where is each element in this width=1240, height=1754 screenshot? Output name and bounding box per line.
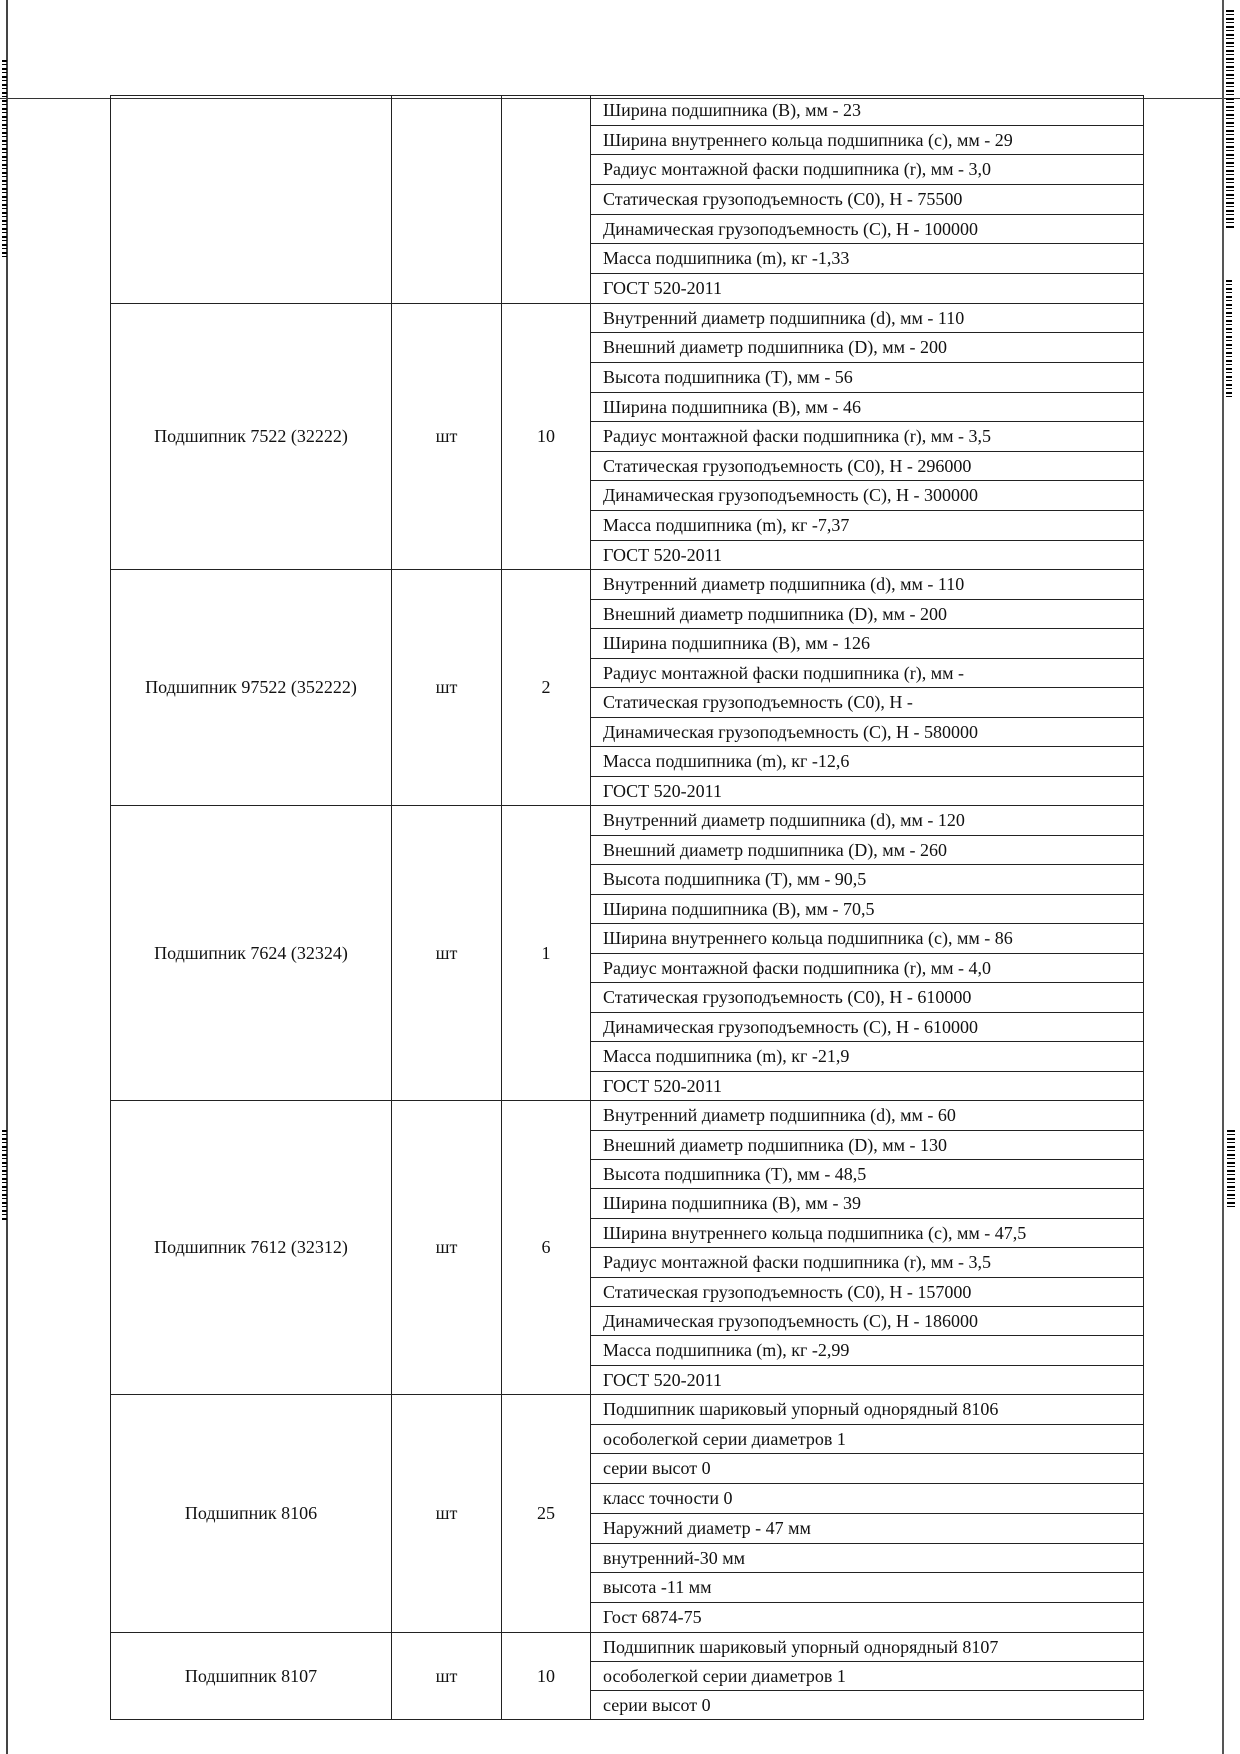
- characteristic-line: Внутренний диаметр подшипника (d), мм - 60: [591, 1101, 1143, 1130]
- characteristic-line: Ширина внутреннего кольца подшипника (с), мм - 29: [591, 126, 1143, 156]
- characteristic-line: Масса подшипника (m), кг -21,9: [591, 1042, 1143, 1072]
- characteristic-line: Высота подшипника (Т), мм - 56: [591, 363, 1143, 393]
- scan-artifact-strip: [1226, 280, 1232, 400]
- characteristic-line: Радиус монтажной фаски подшипника (r), мм - 3,5: [591, 422, 1143, 452]
- item-unit: шт: [392, 1632, 502, 1720]
- characteristic-line: серии высот 0: [603, 1695, 711, 1716]
- scan-artifact-strip: [1226, 10, 1234, 230]
- characteristic-line: Ширина подшипника (B), мм - 23: [591, 96, 1143, 126]
- item-characteristics: [591, 1632, 1144, 1720]
- characteristic-line: Наружний диаметр - 47 мм: [591, 1514, 1143, 1544]
- item-name: Подшипник 97522 (352222): [111, 570, 392, 806]
- characteristic-line: Ширина подшипника (B), мм - 46: [591, 393, 1143, 423]
- table-row: [111, 570, 1144, 806]
- characteristic-line: Внешний диаметр подшипника (D), мм - 200: [591, 333, 1143, 363]
- scan-artifact-strip: [1227, 1130, 1235, 1210]
- item-unit: шт: [392, 1101, 502, 1395]
- characteristic-line: ГОСТ 520-2011: [603, 1369, 723, 1390]
- item-unit: шт: [392, 1395, 502, 1633]
- characteristic-line: Ширина подшипника (B), мм - 126: [591, 629, 1143, 659]
- table-row: [111, 303, 1144, 569]
- item-characteristics: [591, 570, 1144, 806]
- characteristic-line: ГОСТ 520-2011: [603, 1075, 723, 1096]
- item-quantity: 10: [502, 303, 591, 569]
- characteristic-line: Динамическая грузоподъемность (C), Н - 580000: [591, 718, 1143, 748]
- characteristic-line: Внешний диаметр подшипника (D), мм - 200: [591, 600, 1143, 630]
- characteristic-line: Ширина подшипника (B), мм - 39: [591, 1189, 1143, 1218]
- characteristic-line: Динамическая грузоподъемность (C), Н - 100000: [591, 215, 1143, 245]
- characteristic-line: Динамическая грузоподъемность (C), Н - 186000: [591, 1307, 1143, 1336]
- characteristic-line: Статическая грузоподъемность (C0), Н - 75500: [591, 185, 1143, 215]
- characteristic-line: Внутренний диаметр подшипника (d), мм - 120: [591, 806, 1143, 836]
- item-name: [111, 96, 392, 304]
- table-row: [111, 1395, 1144, 1633]
- characteristic-line: Масса подшипника (m), кг -2,99: [591, 1336, 1143, 1365]
- characteristic-line: внутренний-30 мм: [591, 1544, 1143, 1574]
- item-quantity: 25: [502, 1395, 591, 1633]
- item-name: Подшипник 8106: [111, 1395, 392, 1633]
- item-characteristics: [591, 806, 1144, 1101]
- item-characteristics: [591, 1395, 1144, 1633]
- characteristic-line: Статическая грузоподъемность (C0), Н - 157000: [591, 1278, 1143, 1307]
- item-quantity: [502, 96, 591, 304]
- characteristic-line: Внутренний диаметр подшипника (d), мм - 110: [591, 304, 1143, 334]
- item-name: Подшипник 7612 (32312): [111, 1101, 392, 1395]
- characteristic-line: Масса подшипника (m), кг -7,37: [591, 511, 1143, 541]
- item-quantity: 6: [502, 1101, 591, 1395]
- scan-left-edge: [6, 0, 8, 1754]
- characteristic-line: Статическая грузоподъемность (C0), Н - 296000: [591, 452, 1143, 482]
- item-quantity: 2: [502, 570, 591, 806]
- characteristic-line: Статическая грузоподъемность (C0), Н -: [591, 688, 1143, 718]
- characteristic-line: Радиус монтажной фаски подшипника (r), мм -: [591, 659, 1143, 689]
- table-row: [111, 806, 1144, 1101]
- item-unit: шт: [392, 570, 502, 806]
- characteristic-line: Ширина внутреннего кольца подшипника (с), мм - 47,5: [591, 1219, 1143, 1248]
- characteristic-line: Подшипник шариковый упорный однорядный 8107: [591, 1633, 1143, 1662]
- characteristic-line: Статическая грузоподъемность (C0), Н - 610000: [591, 983, 1143, 1013]
- characteristic-line: особолегкой серии диаметров 1: [591, 1425, 1143, 1455]
- characteristic-line: Радиус монтажной фаски подшипника (r), мм - 3,5: [591, 1248, 1143, 1277]
- characteristic-line: особолегкой серии диаметров 1: [591, 1662, 1143, 1691]
- item-unit: [392, 96, 502, 304]
- characteristic-line: Масса подшипника (m), кг -12,6: [591, 747, 1143, 777]
- table-row: [111, 1632, 1144, 1720]
- characteristic-line: серии высот 0: [591, 1454, 1143, 1484]
- table-row: [111, 1101, 1144, 1395]
- scan-artifact-strip: [2, 60, 7, 260]
- item-name: Подшипник 8107: [111, 1632, 392, 1720]
- characteristic-line: Радиус монтажной фаски подшипника (r), мм - 4,0: [591, 954, 1143, 984]
- item-characteristics: [591, 1101, 1144, 1395]
- item-unit: шт: [392, 303, 502, 569]
- characteristic-line: Внешний диаметр подшипника (D), мм - 260: [591, 836, 1143, 866]
- characteristic-line: Масса подшипника (m), кг -1,33: [591, 244, 1143, 274]
- item-unit: шт: [392, 806, 502, 1101]
- table-row: [111, 96, 1144, 304]
- characteristic-line: Внутренний диаметр подшипника (d), мм - 110: [591, 570, 1143, 600]
- characteristic-line: класс точности 0: [591, 1484, 1143, 1514]
- characteristic-line: ГОСТ 520-2011: [603, 780, 723, 801]
- characteristic-line: Высота подшипника (Т), мм - 90,5: [591, 865, 1143, 895]
- characteristic-line: ГОСТ 520-2011: [603, 544, 723, 565]
- characteristic-line: Динамическая грузоподъемность (C), Н - 300000: [591, 481, 1143, 511]
- characteristic-line: высота -11 мм: [591, 1573, 1143, 1603]
- bearing-spec-table: [110, 95, 1144, 1720]
- characteristic-line: Гост 6874-75: [603, 1606, 702, 1627]
- characteristic-line: Высота подшипника (Т), мм - 48,5: [591, 1160, 1143, 1189]
- characteristic-line: ГОСТ 520-2011: [603, 278, 723, 299]
- item-name: Подшипник 7624 (32324): [111, 806, 392, 1101]
- item-quantity: 1: [502, 806, 591, 1101]
- characteristic-line: Подшипник шариковый упорный однорядный 8106: [591, 1395, 1143, 1425]
- scan-right-edge: [1222, 0, 1224, 1754]
- characteristic-line: Ширина подшипника (B), мм - 70,5: [591, 895, 1143, 925]
- scan-artifact-strip: [2, 1130, 7, 1220]
- characteristic-line: Внешний диаметр подшипника (D), мм - 130: [591, 1131, 1143, 1160]
- item-characteristics: [591, 303, 1144, 569]
- item-quantity: 10: [502, 1632, 591, 1720]
- characteristic-line: Радиус монтажной фаски подшипника (r), мм - 3,0: [591, 155, 1143, 185]
- characteristic-line: Ширина внутреннего кольца подшипника (с), мм - 86: [591, 924, 1143, 954]
- item-characteristics: [591, 96, 1144, 304]
- characteristic-line: Динамическая грузоподъемность (C), Н - 610000: [591, 1013, 1143, 1043]
- item-name: Подшипник 7522 (32222): [111, 303, 392, 569]
